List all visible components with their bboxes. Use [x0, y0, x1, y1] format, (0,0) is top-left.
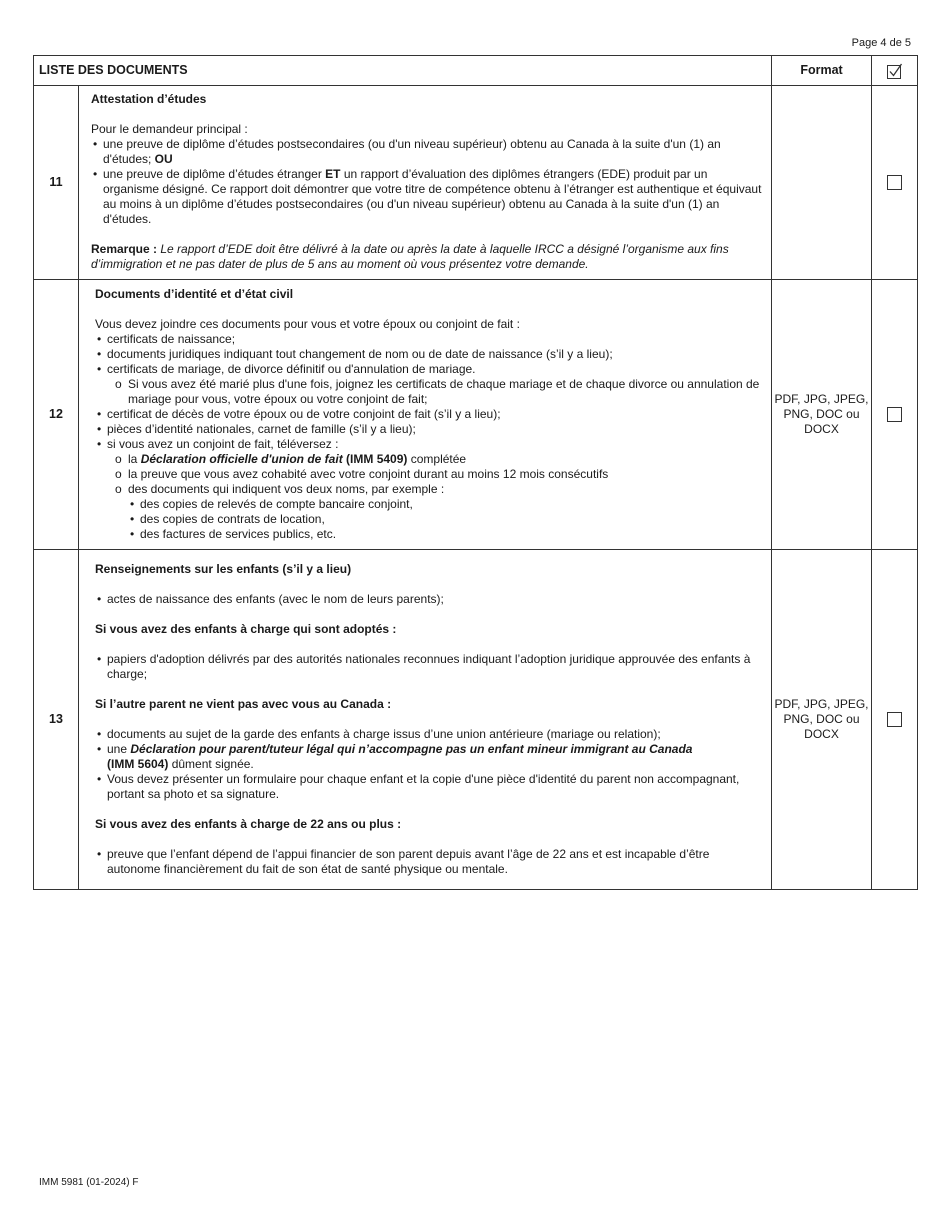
- document-checklist-table: [33, 55, 918, 890]
- subsection-heading: Si vous avez des enfants à charge qui sont adoptés :: [95, 622, 397, 636]
- item-description: [79, 550, 772, 890]
- table-row: [34, 86, 918, 280]
- checkmark-header: [872, 56, 918, 86]
- item-intro: Pour le demandeur principal :: [91, 122, 248, 136]
- sub-sub-list-item: • des copies de contrats de location,: [95, 512, 763, 527]
- sub-list-item: o des documents qui indiquent vos deux noms, par exemple : • des copies de relevés de compte bancaire conjoint, • des copies de contrats de location, • des factures de services publics, etc.: [95, 482, 763, 542]
- sub-list-item: o la preuve que vous avez cohabité avec votre conjoint durant au moins 12 mois consécutifs: [95, 467, 763, 482]
- item-description: [79, 86, 772, 280]
- checkbox[interactable]: [887, 712, 902, 727]
- item-title: Renseignements sur les enfants (s’il y a lieu): [95, 562, 352, 576]
- item-number: 13: [34, 550, 79, 890]
- list-item: • documents juridiques indiquant tout changement de nom ou de date de naissance (s’il y a lieu);: [95, 347, 763, 362]
- format-cell: PDF, JPG, JPEG, PNG, DOC ou DOCX: [772, 550, 872, 890]
- format-cell: [772, 86, 872, 280]
- list-item: • une preuve de diplôme d’études postsecondaires (ou d'un niveau supérieur) obtenu au Canada à la suite d'un (1) an d'études; OU: [91, 137, 763, 167]
- table-row: [34, 550, 918, 890]
- format-header: Format: [772, 56, 872, 86]
- sub-sub-list-item: • des factures de services publics, etc.: [95, 527, 763, 542]
- item-number: 11: [34, 86, 79, 280]
- format-cell: PDF, JPG, JPEG, PNG, DOC ou DOCX: [772, 280, 872, 550]
- checkbox[interactable]: [887, 175, 902, 190]
- page-number: Page 4 de 5: [851, 37, 911, 49]
- list-item: • papiers d'adoption délivrés par des autorités nationales reconnues indiquant l’adoption juridique approuvée des enfants à charge;: [95, 652, 763, 682]
- list-title: LISTE DES DOCUMENTS: [34, 56, 772, 86]
- item-title: Attestation d’études: [91, 92, 207, 106]
- list-item: • si vous avez un conjoint de fait, téléversez : o la Déclaration officielle d'union de fait (IMM 5409) complétée o la preuve que vous avez cohabité avec votre conjoint durant au moins 12 mois consécutifs o des documents qui indiquent vos deux noms, par exemple : • des copies de relevés de compte bancaire conjoint, • des copies de contrats de location, • des factures de services publics, etc.: [95, 437, 763, 542]
- table-header-row: [34, 56, 918, 86]
- list-item: • Vous devez présenter un formulaire pour chaque enfant et la copie d'une pièce d'identité du parent non accompagnant, portant sa photo et sa signature.: [95, 772, 763, 802]
- list-item: • actes de naissance des enfants (avec le nom de leurs parents);: [95, 592, 763, 607]
- list-item: • certificat de décès de votre époux ou de votre conjoint de fait (s’il y a lieu);: [95, 407, 763, 422]
- sub-list-item: o Si vous avez été marié plus d'une fois, joignez les certificats de chaque mariage et de chaque divorce ou annulation de mariage pour vous, votre époux ou votre conjoint de fait;: [95, 377, 763, 407]
- item-title: Documents d’identité et d’état civil: [95, 287, 294, 301]
- checked-box-icon: [887, 63, 903, 79]
- item-description: [79, 280, 772, 550]
- checkbox-cell: [872, 550, 918, 890]
- list-item: • une Déclaration pour parent/tuteur légal qui n’accompagne pas un enfant mineur immigrant au Canada (IMM 5604) dûment signée.: [95, 742, 763, 772]
- remark: Remarque : Le rapport d’EDE doit être délivré à la date ou après la date à laquelle IRCC a désigné l’organisme aux fins d’immigration et ne pas dater de plus de 5 ans au moment où vous présentez votre demande.: [91, 242, 729, 271]
- checkbox-cell: [872, 280, 918, 550]
- list-item: • documents au sujet de la garde des enfants à charge issus d’une union antérieure (mariage ou relation);: [95, 727, 763, 742]
- list-item: • certificats de mariage, de divorce définitif ou d'annulation de mariage. o Si vous avez été marié plus d'une fois, joignez les certificats de chaque mariage et de chaque divorce ou annulation de mariage pour vous, votre époux ou votre conjoint de fait;: [95, 362, 763, 407]
- subsection-heading: Si vous avez des enfants à charge de 22 ans ou plus :: [95, 817, 402, 831]
- form-identifier: IMM 5981 (01-2024) F: [39, 1177, 139, 1188]
- list-item: • preuve que l’enfant dépend de l’appui financier de son parent depuis avant l’âge de 22 ans et est incapable d’être autonome financièrement du fait de son état de santé physique ou mentale.: [95, 847, 763, 877]
- checkbox[interactable]: [887, 407, 902, 422]
- subsection-heading: Si l’autre parent ne vient pas avec vous au Canada :: [95, 697, 392, 711]
- sub-sub-list-item: • des copies de relevés de compte bancaire conjoint,: [95, 497, 763, 512]
- sub-list-item: o la Déclaration officielle d'union de fait (IMM 5409) complétée: [95, 452, 763, 467]
- list-item: • une preuve de diplôme d’études étranger ET un rapport d’évaluation des diplômes étrangers (EDE) produit par un organisme désigné. Ce rapport doit démontrer que votre titre de compétence obtenu à l’étranger est authentique et équivaut au moins à un diplôme d’études postsecondaires (ou d'un niveau supérieur) obtenu au Canada à la suite d'un (1) an d'études.: [91, 167, 763, 227]
- list-item: • pièces d’identité nationales, carnet de famille (s’il y a lieu);: [95, 422, 763, 437]
- table-row: [34, 280, 918, 550]
- list-item: • certificats de naissance;: [95, 332, 763, 347]
- checkbox-cell: [872, 86, 918, 280]
- item-intro: Vous devez joindre ces documents pour vous et votre époux ou conjoint de fait :: [95, 317, 520, 331]
- item-number: 12: [34, 280, 79, 550]
